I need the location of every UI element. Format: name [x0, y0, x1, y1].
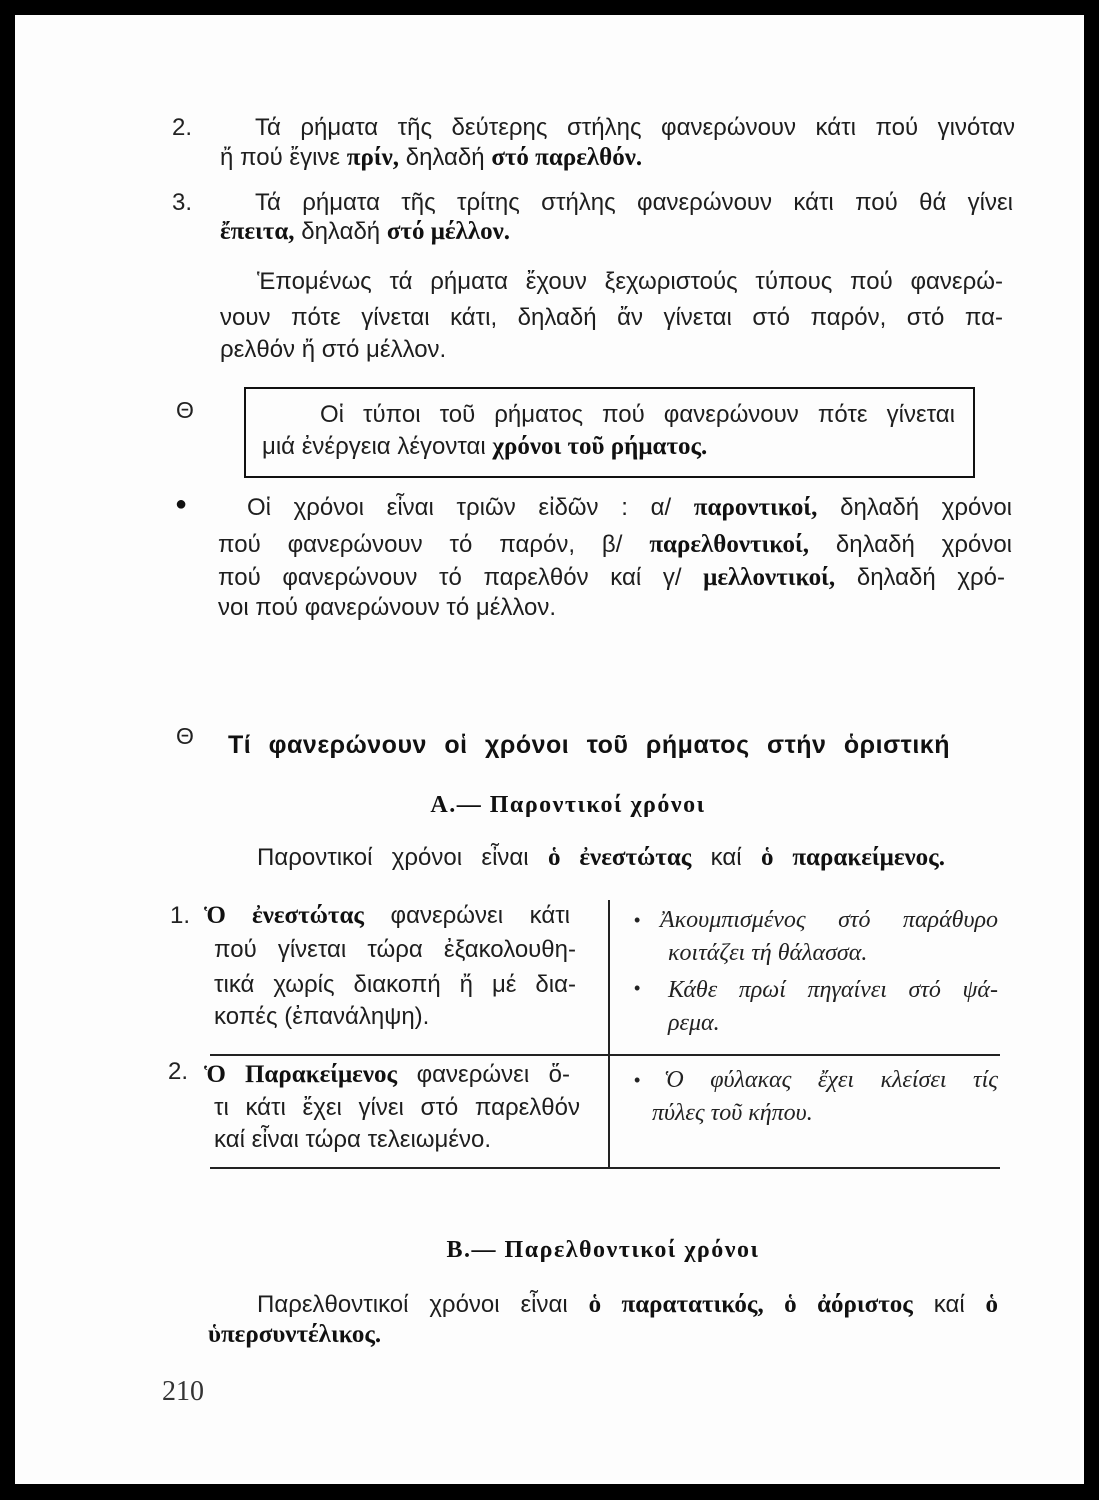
definition-line-1	[320, 399, 955, 431]
bold-term: παροντικοί,	[693, 494, 818, 521]
table-row-2-desc-line	[214, 1092, 580, 1124]
text-segment: Τά ρήματα τῆς τρίτης στήλης φανερώνουν κάτι πού θά γίνει	[255, 189, 1013, 216]
example-bullet-icon: •	[634, 910, 641, 930]
kinds-line-3	[218, 562, 1005, 594]
bold-term: στό μέλλον.	[386, 218, 511, 245]
bold-term: Ὁ ἐνεστώτας	[204, 902, 364, 929]
text-segment: δηλαδή	[301, 218, 381, 245]
text-segment: καί	[710, 844, 742, 871]
bold-term: στό παρελθόν.	[491, 144, 643, 171]
text-segment: δηλαδή	[405, 144, 485, 171]
paragraph-line: νουν πότε γίνεται κάτι, δηλαδή ἄν γίνεται στό παρόν, στό πα-	[220, 304, 1003, 331]
bold-term: ὑπερσυντέλικος.	[208, 1321, 382, 1348]
item-2-line-2	[220, 142, 642, 174]
example-bullet-icon: •	[634, 1070, 641, 1090]
bold-term: πρίν,	[346, 144, 400, 171]
bold-term: ἔπειτα,	[220, 218, 295, 245]
table-row-number: 1.	[170, 902, 191, 929]
text-segment: καί	[933, 1291, 965, 1318]
bold-term: Ὁ Παρακείμενος	[204, 1061, 398, 1088]
section-b-intro-line-2	[208, 1319, 381, 1351]
text-segment: κοπές (ἐπανάληψη).	[214, 1003, 430, 1030]
text-segment: Τά ρήματα τῆς δεύτερης στήλης φανερώνουν κάτι πού γινόταν	[255, 114, 1015, 141]
section-heading: Τί φανερώνουν οἱ χρόνοι τοῦ ρήματος στήν ὁριστική	[228, 731, 950, 759]
text-segment: μιά ἐνέργεια λέγονται	[262, 433, 486, 460]
kinds-line-4	[218, 592, 556, 624]
section-b-intro-line-1	[257, 1289, 998, 1321]
table-row-1-desc-line	[214, 1001, 429, 1033]
text-segment: πού γίνεται τώρα ἐξακολουθη-	[214, 936, 576, 963]
bold-term: χρόνοι τοῦ ρήματος.	[492, 433, 708, 460]
text-segment: πού φανερώνουν τό παρελθόν καί γ/	[218, 564, 682, 591]
text-segment: καί εἶναι τώρα τελειωμένο.	[214, 1126, 492, 1153]
bullet-icon: ●	[175, 493, 188, 515]
table-row-divider	[210, 1054, 1000, 1056]
text-segment: πού φανερώνουν τό παρόν, β/	[218, 531, 623, 558]
bold-term: ὁ	[985, 1291, 999, 1318]
example-line: Ἀκουμπισμένος στό παράθυρο	[660, 907, 998, 933]
example-line: ρεμα.	[668, 1010, 720, 1036]
table-row-2-desc-line	[214, 1124, 491, 1156]
table-row-2-desc-line	[204, 1059, 570, 1091]
table-column-divider	[608, 900, 610, 1168]
example-line: κοιτάζει τή θάλασσα.	[668, 940, 868, 966]
section-a-title: Α.— Παροντικοί χρόνοι	[430, 792, 706, 818]
kinds-line-2	[218, 529, 1012, 561]
text-segment: Παρελθοντικοί χρόνοι εἶναι	[257, 1291, 568, 1318]
text-segment: δηλαδή χρό-	[856, 564, 1005, 591]
text-segment: Οἱ τύποι τοῦ ρήματος πού φανερώνουν πότε γίνεται	[320, 401, 955, 428]
bold-term: παρελθοντικοί,	[649, 531, 809, 558]
table-row-1-desc-line	[204, 900, 570, 932]
section-a-intro	[257, 842, 945, 874]
bold-term: μελλοντικοί,	[703, 564, 836, 591]
table-bottom-rule	[210, 1167, 1000, 1169]
item-number: 3.	[172, 189, 193, 216]
text-segment: τικά χωρίς διακοπή ἤ μέ δια-	[214, 971, 576, 998]
bold-term: ὁ παρακείμενος.	[760, 844, 945, 871]
example-line: πύλες τοῦ κήπου.	[652, 1100, 813, 1126]
definition-line-2	[262, 431, 707, 463]
text-segment: δηλαδή χρόνοι	[835, 531, 1013, 558]
kinds-line-1	[247, 492, 1012, 524]
text-segment: τι κάτι ἔχει γίνει στό παρελθόν	[214, 1094, 580, 1121]
example-line: Κάθε πρωί πηγαίνει στό ψά-	[668, 977, 998, 1003]
text-segment: φανερώνει ὅ-	[416, 1061, 571, 1088]
item-3-line-2	[220, 216, 510, 248]
text-segment: δηλαδή χρόνοι	[840, 494, 1013, 521]
text-segment: ἤ πού ἔγινε	[220, 144, 341, 171]
text-segment: Παροντικοί χρόνοι εἶναι	[257, 844, 529, 871]
text-segment: νοι πού φανερώνουν τό μέλλον.	[218, 594, 557, 621]
table-row-1-desc-line	[214, 969, 576, 1001]
text-segment: φανερώνει κάτι	[390, 902, 571, 929]
example-bullet-icon: •	[634, 978, 641, 998]
theta-marker-icon: Θ	[176, 397, 194, 423]
table-row-number: 2.	[168, 1058, 189, 1085]
item-3-line-1	[255, 187, 1013, 219]
item-number: 2.	[172, 114, 193, 141]
example-line: Ὁ φύλακας ἔχει κλείσει τίς	[664, 1067, 998, 1093]
bold-term: ὁ ἐνεστώτας	[547, 844, 692, 871]
theta-marker-icon: Θ	[176, 723, 194, 749]
text-segment: Οἱ χρόνοι εἶναι τριῶν εἰδῶν : α/	[247, 494, 672, 521]
table-row-1-desc-line	[214, 934, 576, 966]
paragraph-line: ρελθόν ἤ στό μέλλον.	[220, 336, 447, 363]
bold-term: ὁ παρατατικός, ὁ ἀόριστος	[588, 1291, 913, 1318]
item-2-line-1	[255, 112, 1015, 144]
page-number: 210	[162, 1376, 204, 1407]
paragraph-line: Ἑπομένως τά ρήματα ἔχουν ξεχωριστούς τύπους πού φανερώ-	[257, 268, 1003, 295]
section-b-title: Β.— Παρελθοντικοί χρόνοι	[446, 1237, 760, 1263]
